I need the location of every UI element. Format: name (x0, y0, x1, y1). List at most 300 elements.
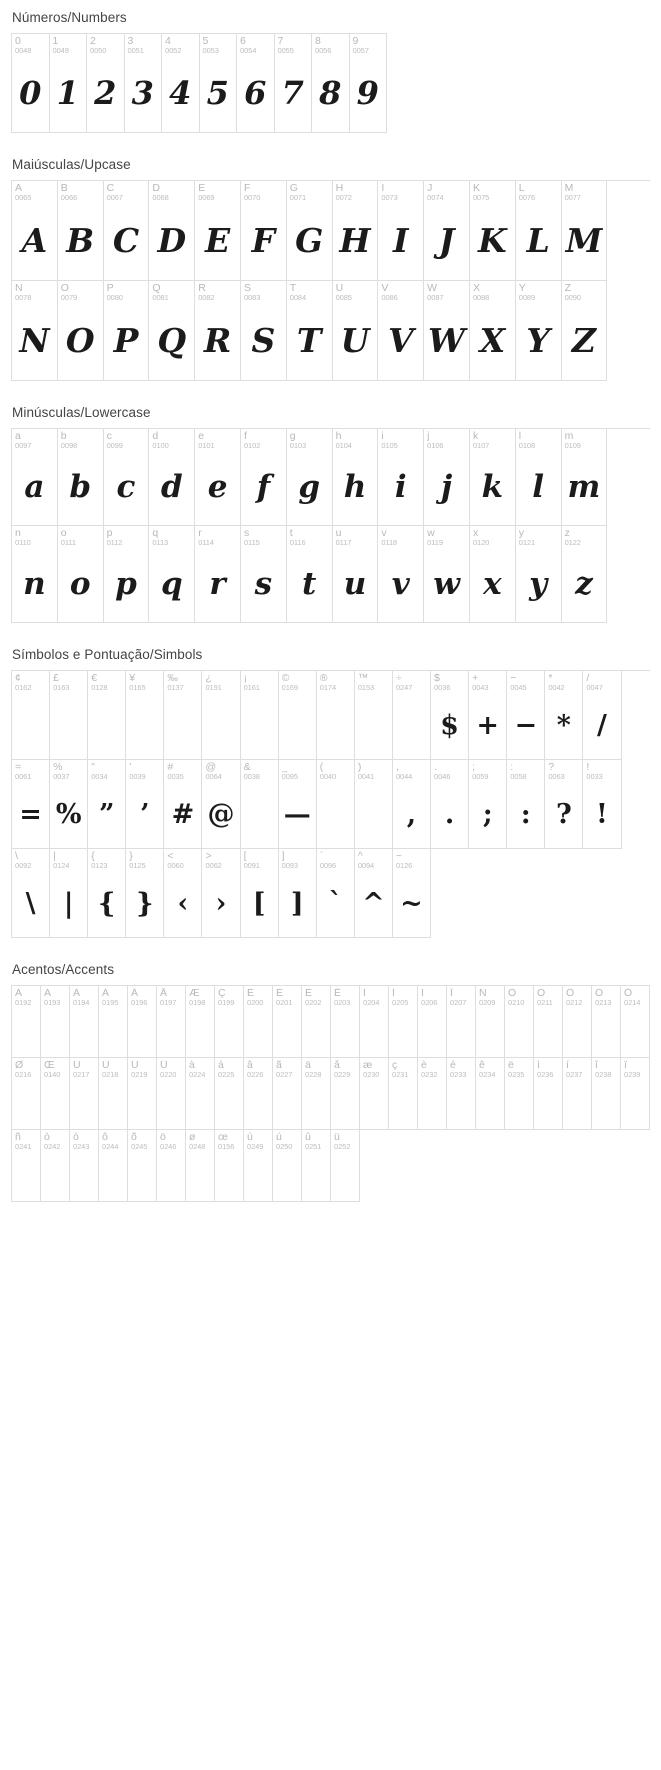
glyph-cell[interactable] (287, 526, 333, 623)
glyph-cell[interactable] (431, 671, 469, 760)
glyph-char-label: e (198, 431, 205, 442)
glyph-cell[interactable] (360, 986, 389, 1058)
glyph-cell[interactable] (41, 986, 70, 1058)
glyph-code: 0193 (44, 998, 61, 1008)
glyph-cell[interactable] (12, 34, 50, 133)
glyph-cell[interactable] (164, 849, 202, 938)
glyph-cell[interactable] (200, 34, 238, 133)
glyph-cell[interactable] (50, 760, 88, 849)
glyph-char-label: É (276, 988, 284, 999)
glyph-cell[interactable] (12, 986, 41, 1058)
glyph-cell[interactable] (317, 849, 355, 938)
glyph-cell[interactable] (241, 281, 287, 381)
glyph-cell[interactable] (516, 181, 562, 281)
glyph-meta (157, 1130, 185, 1151)
glyph-cell[interactable] (126, 671, 164, 760)
glyph-char-label: è (421, 1060, 427, 1071)
glyph-char-label: H (335, 183, 344, 194)
glyph-code: 0076 (518, 193, 536, 203)
glyph-char-label: ö (160, 1132, 166, 1143)
glyph-preview: } (136, 887, 154, 919)
glyph-section (0, 395, 661, 637)
glyph-meta (126, 760, 163, 781)
glyph-cell[interactable] (470, 181, 516, 281)
glyph-cell[interactable] (333, 526, 379, 623)
glyph-cell[interactable] (12, 760, 50, 849)
glyph-code: 0046 (434, 772, 451, 782)
glyph-preview (355, 781, 392, 848)
glyph-code: 0047 (586, 683, 603, 693)
glyph-meta (237, 34, 274, 55)
glyph-cell[interactable] (12, 281, 58, 381)
glyph-cell[interactable] (70, 1058, 99, 1130)
glyph-preview (70, 1079, 98, 1129)
glyph-preview (186, 1007, 214, 1057)
glyph-cell[interactable] (447, 1058, 476, 1130)
glyph-code: 0060 (167, 861, 184, 871)
glyph-preview: ” (98, 798, 115, 830)
glyph-cell[interactable] (126, 760, 164, 849)
glyph-cell[interactable] (545, 760, 583, 849)
glyph-meta (476, 986, 504, 1007)
glyph-preview: s (254, 566, 273, 603)
glyph-cell[interactable] (157, 1130, 186, 1202)
glyph-preview (99, 1007, 127, 1057)
glyph-cell[interactable] (88, 671, 126, 760)
glyph-cell[interactable] (312, 34, 350, 133)
glyph-preview: W (428, 321, 466, 361)
glyph-cell[interactable] (125, 34, 163, 133)
glyph-meta (360, 1058, 388, 1079)
glyph-char-label: Ñ (479, 988, 487, 999)
glyph-meta (563, 986, 591, 1007)
glyph-cell[interactable] (621, 986, 650, 1058)
glyph-code: 0218 (102, 1070, 119, 1080)
glyph-char-label: a (15, 431, 21, 442)
glyph-cell[interactable] (87, 34, 125, 133)
glyph-cell[interactable] (157, 1058, 186, 1130)
glyph-meta (12, 526, 57, 547)
glyph-cell[interactable] (273, 986, 302, 1058)
glyph-cell[interactable] (241, 849, 279, 938)
glyph-char-label: X (472, 283, 480, 294)
glyph-cell[interactable] (424, 181, 470, 281)
glyph-char-label: v (381, 528, 387, 539)
glyph-char-label: á (218, 1060, 224, 1071)
glyph-meta (317, 760, 354, 781)
glyph-code: 0078 (15, 293, 32, 303)
glyph-meta (164, 849, 201, 870)
glyph-code: 0246 (160, 1142, 177, 1152)
glyph-cell[interactable] (241, 760, 279, 849)
glyph-cell[interactable] (58, 429, 104, 526)
glyph-preview: g (298, 469, 321, 506)
glyph-cell[interactable] (563, 1058, 592, 1130)
glyph-cell[interactable] (149, 181, 195, 281)
glyph-cell[interactable] (562, 181, 608, 281)
glyph-char-label: Y (518, 283, 526, 294)
glyph-preview (273, 1079, 301, 1129)
glyph-cell[interactable] (418, 1058, 447, 1130)
glyph-cell[interactable] (279, 671, 317, 760)
glyph-cell[interactable] (128, 986, 157, 1058)
glyph-cell[interactable] (287, 429, 333, 526)
glyph-cell[interactable] (241, 526, 287, 623)
glyph-meta (418, 1058, 446, 1079)
glyph-section (0, 147, 661, 395)
glyph-code: 0066 (60, 193, 78, 203)
glyph-char-label: Ü (160, 1060, 168, 1071)
glyph-cell[interactable] (469, 760, 507, 849)
glyph-meta (12, 1058, 40, 1079)
glyph-code: 0088 (472, 293, 490, 303)
glyph-cell[interactable] (583, 760, 621, 849)
glyph-cell[interactable] (12, 1058, 41, 1130)
glyph-cell[interactable] (317, 671, 355, 760)
glyph-cell[interactable] (58, 526, 104, 623)
glyph-cell[interactable] (104, 281, 150, 381)
glyph-cell[interactable] (424, 281, 470, 381)
glyph-cell[interactable] (333, 281, 379, 381)
glyph-cell[interactable] (431, 760, 469, 849)
glyph-char-label: æ (363, 1060, 373, 1071)
glyph-cell[interactable] (241, 671, 279, 760)
glyph-preview: u (343, 566, 367, 603)
section-spacer (0, 938, 661, 952)
glyph-code: 0040 (319, 772, 337, 782)
glyph-cell[interactable] (12, 429, 58, 526)
section-title: Maiúsculas/Upcase (12, 157, 131, 172)
glyph-preview (157, 1007, 185, 1057)
glyph-cell[interactable] (12, 671, 50, 760)
glyph-cell[interactable] (563, 986, 592, 1058)
glyph-cell[interactable] (162, 34, 200, 133)
glyph-cell[interactable] (195, 281, 241, 381)
glyph-char-label: ® (319, 673, 328, 684)
glyph-cell[interactable] (516, 429, 562, 526)
glyph-preview (331, 1007, 359, 1057)
glyph-code: 0070 (243, 193, 261, 203)
glyph-cell[interactable] (273, 1058, 302, 1130)
glyph-code: 0057 (352, 46, 369, 56)
glyph-cell[interactable] (273, 1130, 302, 1202)
glyph-char-label: ê (479, 1060, 485, 1071)
glyph-code: 0109 (564, 441, 581, 451)
glyph-code: 0079 (60, 293, 78, 303)
glyph-preview: f (256, 469, 271, 506)
glyph-cell[interactable] (393, 849, 431, 938)
glyph-cell[interactable] (12, 526, 58, 623)
glyph-meta (592, 986, 620, 1007)
glyph-cell[interactable] (58, 181, 104, 281)
glyph-cell[interactable] (516, 526, 562, 623)
glyph-cell[interactable] (279, 849, 317, 938)
glyph-meta (424, 429, 469, 450)
glyph-cell[interactable] (244, 1130, 273, 1202)
glyph-cell[interactable] (302, 1058, 331, 1130)
glyph-cell[interactable] (104, 429, 150, 526)
glyph-cell[interactable] (393, 671, 431, 760)
glyph-cell[interactable] (562, 526, 608, 623)
glyph-cell[interactable] (58, 281, 104, 381)
glyph-char-label: # (167, 762, 174, 773)
glyph-cell[interactable] (241, 429, 287, 526)
glyph-code: 0098 (60, 441, 78, 451)
glyph-cell[interactable] (562, 281, 608, 381)
glyph-code: 0110 (15, 538, 31, 548)
glyph-cell[interactable] (88, 849, 126, 938)
glyph-char-label: Ì (363, 988, 366, 999)
glyph-cell[interactable] (241, 181, 287, 281)
glyph-preview (331, 1079, 359, 1129)
glyph-cell[interactable] (50, 34, 88, 133)
glyph-cell[interactable] (149, 429, 195, 526)
glyph-meta (50, 671, 87, 692)
glyph-code: 0203 (334, 998, 351, 1008)
glyph-cell[interactable] (12, 1130, 41, 1202)
glyph-meta (505, 1058, 533, 1079)
glyph-preview (563, 1007, 591, 1057)
glyph-cell[interactable] (215, 1058, 244, 1130)
glyph-meta (545, 760, 582, 781)
glyph-cell[interactable] (202, 760, 240, 849)
glyph-preview (12, 1007, 40, 1057)
glyph-char-label: © (281, 673, 290, 684)
glyph-cell[interactable] (355, 849, 393, 938)
glyph-cell[interactable] (70, 986, 99, 1058)
glyph-meta (516, 181, 561, 202)
glyph-cell[interactable] (447, 986, 476, 1058)
glyph-cell[interactable] (562, 429, 608, 526)
glyph-cell[interactable] (50, 671, 88, 760)
glyph-preview: − (514, 709, 538, 741)
glyph-char-label: , (395, 762, 399, 773)
glyph-cell[interactable] (237, 34, 275, 133)
glyph-char-label: i (381, 431, 384, 442)
glyph-cell[interactable] (164, 671, 202, 760)
section-spacer (0, 381, 661, 395)
glyph-cell[interactable] (470, 429, 516, 526)
glyph-code: 0065 (15, 193, 32, 203)
glyph-cell[interactable] (287, 281, 333, 381)
glyph-cell[interactable] (378, 526, 424, 623)
glyph-cell[interactable] (476, 986, 505, 1058)
glyph-char-label: Q (152, 283, 161, 294)
glyph-char-label: ^ (357, 851, 363, 862)
glyph-cell[interactable] (424, 526, 470, 623)
glyph-char-label: Œ (44, 1060, 55, 1071)
glyph-cell[interactable] (545, 671, 583, 760)
glyph-cell[interactable] (505, 1058, 534, 1130)
glyph-cell[interactable] (378, 181, 424, 281)
glyph-cell[interactable] (378, 281, 424, 381)
glyph-cell[interactable] (99, 1058, 128, 1130)
glyph-cell[interactable] (99, 986, 128, 1058)
glyph-meta (287, 429, 332, 450)
glyph-code: 0041 (357, 772, 375, 782)
glyph-cell[interactable] (331, 986, 360, 1058)
glyph-code: 0049 (52, 46, 69, 56)
glyph-code: 0123 (91, 861, 108, 871)
glyph-code: 0231 (392, 1070, 409, 1080)
glyph-meta (125, 34, 162, 55)
glyph-code: 0072 (335, 193, 352, 203)
glyph-preview: p (115, 566, 137, 603)
glyph-cell[interactable] (104, 526, 150, 623)
glyph-cell[interactable] (470, 281, 516, 381)
glyph-code: 0037 (53, 772, 70, 782)
glyph-preview (279, 692, 316, 759)
glyph-cell[interactable] (195, 181, 241, 281)
glyph-cell[interactable] (164, 760, 202, 849)
glyph-preview (534, 1079, 562, 1129)
glyph-meta (88, 849, 125, 870)
glyph-preview: P (113, 321, 139, 361)
glyph-meta (50, 849, 87, 870)
glyph-cell[interactable] (157, 986, 186, 1058)
glyph-code: 0229 (334, 1070, 351, 1080)
glyph-cell[interactable] (104, 181, 150, 281)
glyph-cell[interactable] (128, 1130, 157, 1202)
glyph-char-label: K (472, 183, 480, 194)
glyph-cell[interactable] (186, 1058, 215, 1130)
glyph-cell[interactable] (12, 849, 50, 938)
glyph-preview: ^ (362, 887, 385, 919)
glyph-cell[interactable] (389, 1058, 418, 1130)
glyph-preview (41, 1007, 69, 1057)
glyph-cell[interactable] (186, 986, 215, 1058)
glyph-cell[interactable] (424, 429, 470, 526)
glyph-char-label: t (289, 528, 293, 539)
glyph-cell[interactable] (534, 986, 563, 1058)
glyph-cell[interactable] (215, 1130, 244, 1202)
glyph-cell[interactable] (215, 986, 244, 1058)
glyph-cell[interactable] (350, 34, 388, 133)
glyph-cell[interactable] (378, 429, 424, 526)
glyph-preview (186, 1151, 214, 1201)
glyph-preview (621, 1079, 649, 1129)
glyph-preview (302, 1151, 330, 1201)
glyph-char-label: Â (73, 988, 81, 999)
glyph-preview (592, 1079, 620, 1129)
glyph-cell[interactable] (516, 281, 562, 381)
glyph-cell[interactable] (12, 181, 58, 281)
glyph-meta (389, 986, 417, 1007)
glyph-cell[interactable] (355, 671, 393, 760)
glyph-meta (516, 281, 561, 302)
glyph-section (0, 952, 661, 1216)
glyph-char-label: Õ (595, 988, 604, 999)
glyph-cell[interactable] (195, 526, 241, 623)
glyph-code: 0053 (202, 46, 219, 56)
glyph-cell[interactable] (202, 671, 240, 760)
glyph-char-label: ¥ (129, 673, 136, 684)
glyph-cell[interactable] (275, 34, 313, 133)
glyph-cell[interactable] (302, 1130, 331, 1202)
glyph-cell[interactable] (355, 760, 393, 849)
glyph-char-label: Ù (73, 1060, 81, 1071)
glyph-char-label: ™ (357, 673, 369, 684)
glyph-cell[interactable] (418, 986, 447, 1058)
glyph-code: 0086 (381, 293, 398, 303)
glyph-cell[interactable] (244, 1058, 273, 1130)
glyph-code: 0224 (189, 1070, 206, 1080)
glyph-cell[interactable] (505, 986, 534, 1058)
glyph-cell[interactable] (534, 1058, 563, 1130)
glyph-preview: ] (290, 887, 304, 919)
glyph-cell[interactable] (389, 986, 418, 1058)
glyph-char-label: R (198, 283, 206, 294)
glyph-char-label: ~ (395, 851, 403, 862)
glyph-cell[interactable] (41, 1130, 70, 1202)
glyph-cell[interactable] (592, 986, 621, 1058)
glyph-cell[interactable] (360, 1058, 389, 1130)
glyph-cell[interactable] (476, 1058, 505, 1130)
glyph-char-label: { (91, 851, 95, 862)
glyph-cell[interactable] (507, 671, 545, 760)
glyph-code: 0035 (167, 772, 184, 782)
glyph-meta (516, 429, 561, 450)
glyph-preview (418, 1079, 446, 1129)
glyph-char-label: G (289, 183, 298, 194)
glyph-cell[interactable] (50, 849, 88, 938)
glyph-cell[interactable] (126, 849, 164, 938)
glyph-cell[interactable] (202, 849, 240, 938)
glyph-cell[interactable] (149, 281, 195, 381)
glyph-cell[interactable] (195, 429, 241, 526)
glyph-cell[interactable] (128, 1058, 157, 1130)
glyph-char-label: ÷ (395, 673, 402, 684)
glyph-code: 0217 (73, 1070, 90, 1080)
section-title: Acentos/Accents (12, 962, 115, 977)
glyph-cell[interactable] (393, 760, 431, 849)
glyph-cell[interactable] (149, 526, 195, 623)
glyph-cell[interactable] (331, 1130, 360, 1202)
glyph-char-label: 1 (52, 36, 59, 47)
glyph-cell[interactable] (333, 429, 379, 526)
glyph-cell[interactable] (333, 181, 379, 281)
glyph-cell[interactable] (41, 1058, 70, 1130)
glyph-cell[interactable] (244, 986, 273, 1058)
glyph-cell[interactable] (621, 1058, 650, 1130)
glyph-preview: 2 (94, 74, 117, 113)
glyph-preview (88, 692, 125, 759)
glyph-cell[interactable] (583, 671, 621, 760)
glyph-char-label: j (427, 431, 430, 442)
glyph-cell[interactable] (470, 526, 516, 623)
glyph-char-label: ç (392, 1060, 398, 1071)
glyph-cell[interactable] (317, 760, 355, 849)
glyph-cell[interactable] (331, 1058, 360, 1130)
glyph-grid (11, 670, 650, 938)
glyph-cell[interactable] (70, 1130, 99, 1202)
glyph-cell[interactable] (592, 1058, 621, 1130)
glyph-meta (507, 671, 544, 692)
glyph-cell[interactable] (88, 760, 126, 849)
glyph-code: 0211 (537, 998, 553, 1008)
glyph-meta (195, 281, 240, 302)
glyph-cell[interactable] (186, 1130, 215, 1202)
glyph-cell[interactable] (302, 986, 331, 1058)
glyph-cell[interactable] (279, 760, 317, 849)
glyph-preview: K (478, 221, 507, 261)
glyph-preview: . (444, 798, 455, 830)
glyph-cell[interactable] (507, 760, 545, 849)
glyph-char-label: | (53, 851, 56, 862)
glyph-cell[interactable] (287, 181, 333, 281)
glyph-cell[interactable] (469, 671, 507, 760)
glyph-cell[interactable] (99, 1130, 128, 1202)
